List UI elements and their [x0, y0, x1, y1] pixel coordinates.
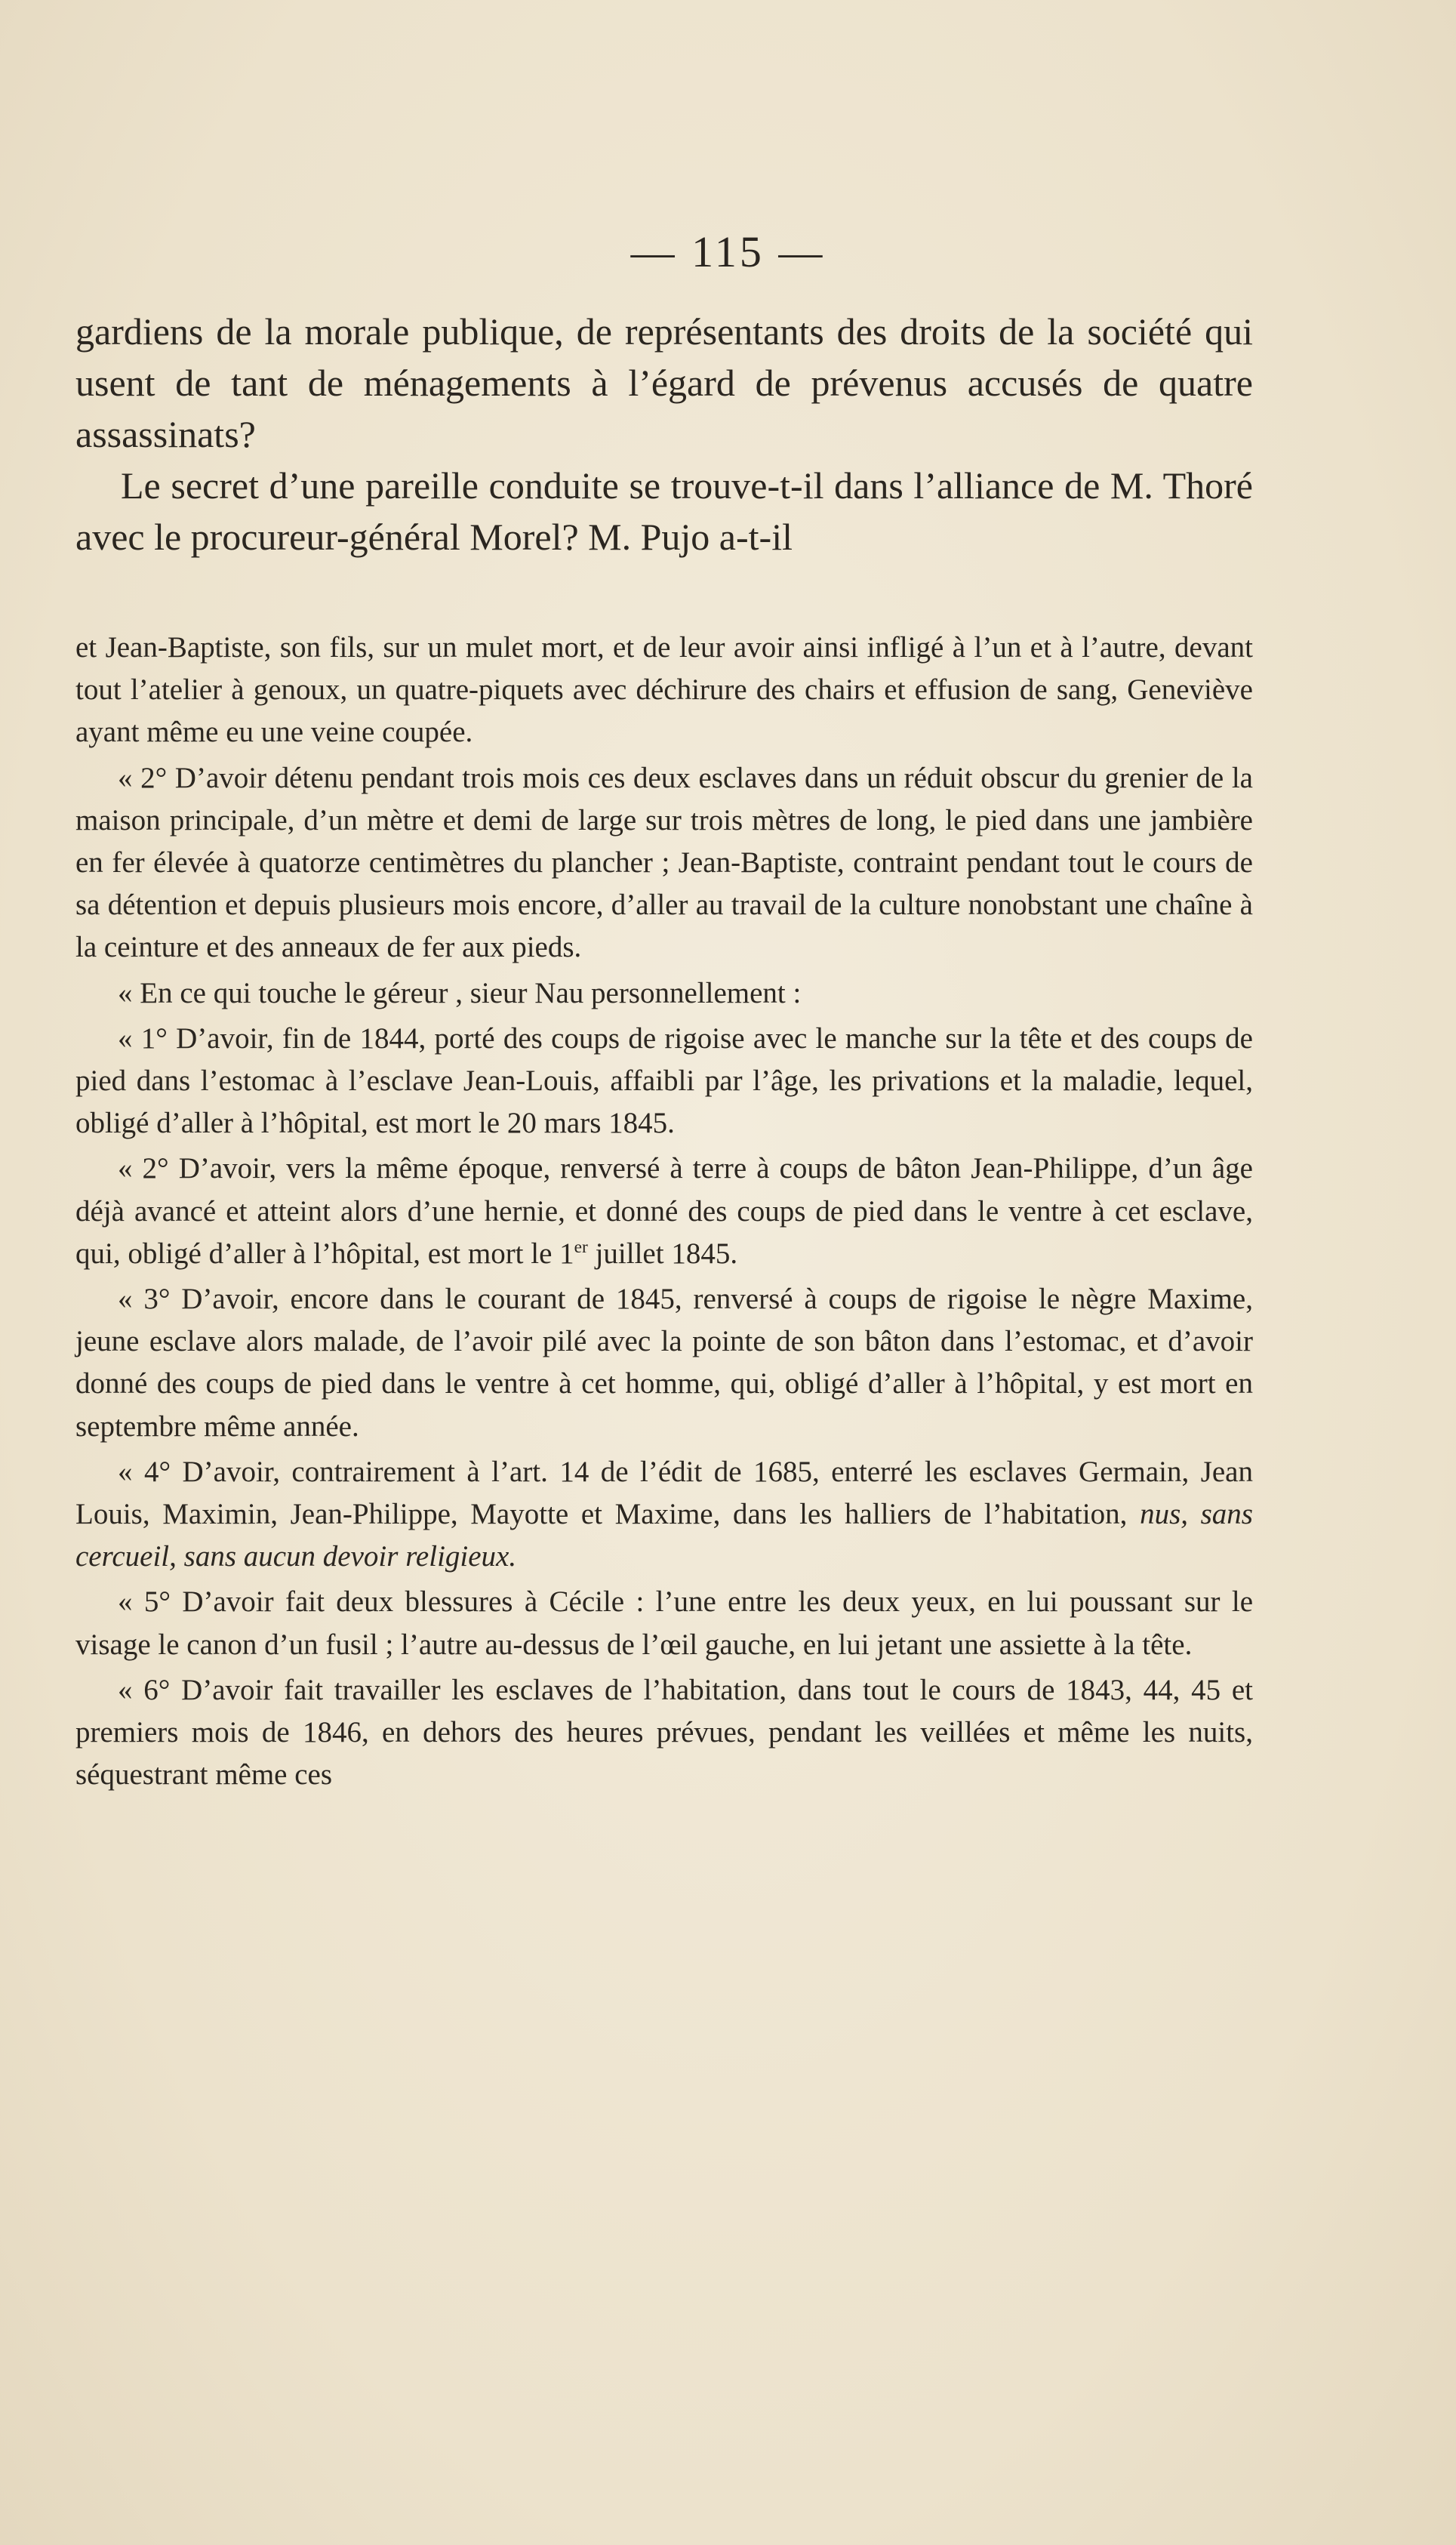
paragraph: « 3° D’avoir, encore dans le courant de 1845, renversé à coups de rigoise le nègre Maxime, jeune esclave alors malade, de l’avoir pilé avec la pointe de son bâton dans l’estomac, et d’avoir donné des coups de pied dans le ventre à cet homme, qui, obligé d’aller à l’hôpital, y est mort en septembre même année. [75, 1283, 1253, 1443]
paragraph: Le secret d’une pareille conduite se trouve-t-il dans l’alliance de M. Thoré avec le procureur-général Morel? M. Pujo a-t-il [75, 464, 1253, 558]
paragraph: « En ce qui touche le géreur , sieur Nau personnellement : [118, 976, 802, 1009]
paragraph-text: « 4° D’avoir, contrairement à l’art. 14 de l’édit de 1685, enterré les esclaves Germain, Jean Louis, Maximin, Jean-Philippe, Mayotte et Maxime, dans les halliers de l’habitation, [75, 1455, 1253, 1531]
paragraph: et Jean-Baptiste, son fils, sur un mulet mort, et de leur avoir ainsi infligé à l’un et à l’autre, devant tout l’atelier à genoux, un quatre-piquets avec déchirure des chairs et effusion de sang, Geneviève ayant même eu une veine coupée. [75, 631, 1253, 749]
paragraph: « 1° D’avoir, fin de 1844, porté des coups de rigoise avec le manche sur la tête et des coups de pied dans l’estomac à l’esclave Jean-Louis, affaibli par l’âge, les privations et la maladie, lequel, obligé d’aller à l’hôpital, est mort le 20 mars 1845. [75, 1021, 1253, 1140]
main-text [75, 306, 1253, 562]
superscript: er [574, 1237, 588, 1257]
paragraph [75, 1148, 1253, 1275]
paragraph: « 2° D’avoir détenu pendant trois mois ces deux esclaves dans un réduit obscur du grenier de la maison principale, d’un mètre et demi de large sur trois mètres de long, le pied dans une jambière en fer élevée à quatorze centimètres du plancher ; Jean-Baptiste, contraint pendant tout le cours de sa détention et depuis plusieurs mois encore, d’aller au travail de la culture nonobstant une chaîne à la ceinture et des anneaux de fer aux pieds. [75, 761, 1253, 964]
quoted-text [75, 627, 1253, 1799]
paragraph-text: « 2° D’avoir, vers la même époque, renversé à terre à coups de bâton Jean-Philippe, d’un âge déjà avancé et atteint alors d’une hernie, et donné des coups de pied dans le ventre à cet esclave, qui, obligé d’aller à l’hôpital, est mort le 1 [75, 1152, 1253, 1270]
paragraph: « 5° D’avoir fait deux blessures à Cécile : l’une entre les deux yeux, en lui poussant sur le visage le canon d’un fusil ; l’autre au-dessus de l’œil gauche, en lui jetant une assiette à la tête. [75, 1585, 1253, 1661]
page-number: — 115 — [630, 227, 826, 276]
paragraph: « 6° D’avoir fait travailler les esclaves de l’habitation, dans tout le cours de 1843, 44, 45 et premiers mois de 1846, en dehors des heures prévues, pendant les veillées et même les nuits, séquestrant même ces [75, 1673, 1253, 1792]
italic-text: nus, sans cercueil, sans aucun devoir religieux. [75, 1498, 1253, 1573]
paragraph [75, 1451, 1253, 1579]
paragraph: gardiens de la morale publique, de représentants des droits de la société qui usent de tant de ménagements à l’égard de prévenus accusés de quatre assassinats? [75, 310, 1253, 455]
paragraph-text: juillet 1845. [587, 1237, 738, 1270]
